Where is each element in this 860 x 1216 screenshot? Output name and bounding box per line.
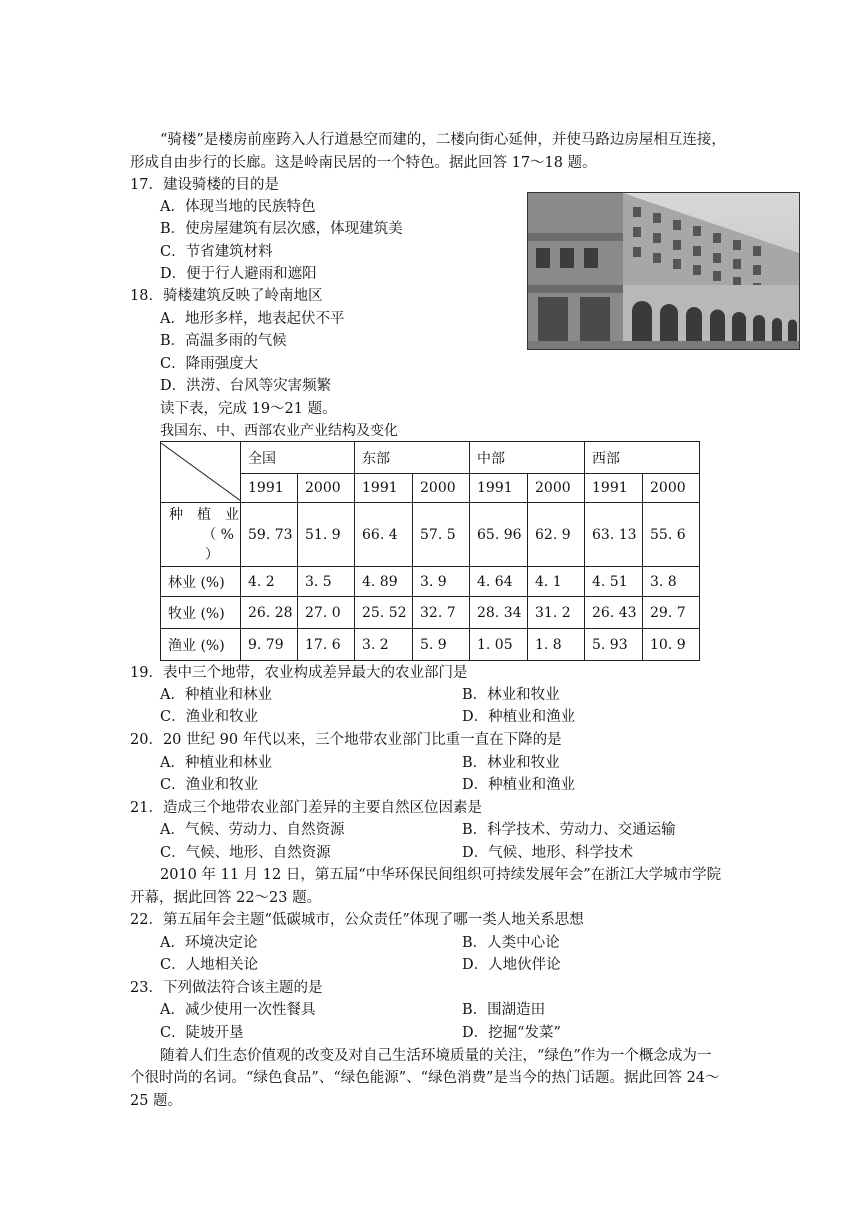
question-21-option-d: D．气候、地形、科学技术	[462, 845, 634, 861]
table-cell: 4. 1	[528, 567, 585, 597]
table-cell: 3. 8	[643, 567, 700, 597]
passage-intro-24-line1: 随着人们生态价值观的改变及对自己生活环境质量的关注，“绿色”作为一个概念成为一	[160, 1048, 712, 1064]
table-cell: 4. 64	[470, 567, 528, 597]
table-header-year: 1991	[585, 474, 643, 503]
passage-intro-19: 读下表，完成 19～21 题。	[160, 401, 337, 417]
table-cell: 10. 9	[643, 629, 700, 661]
table-cell: 5. 9	[413, 629, 470, 661]
question-23-option-c: C．陡坡开垦	[160, 1025, 244, 1041]
table-cell: 51. 9	[298, 503, 355, 567]
table-cell: 3. 5	[298, 567, 355, 597]
question-21-option-a: A．气候、劳动力、自然资源	[160, 822, 345, 838]
table-cell: 9. 79	[241, 629, 298, 661]
table-cell: 63. 13	[585, 503, 643, 567]
question-23-option-a: A．减少使用一次性餐具	[160, 1002, 316, 1018]
question-19-stem: 19．表中三个地带，农业构成差异最大的农业部门是	[130, 665, 468, 681]
question-18-option-b: B．高温多雨的气候	[160, 333, 287, 349]
table-header-year: 2000	[643, 474, 700, 503]
question-18-option-d: D．洪涝、台风等灾害频繁	[160, 378, 332, 394]
question-22-stem: 22．第五届年会主题“低碳城市，公众责任”体现了哪一类人地关系思想	[130, 912, 584, 928]
question-17-option-b: B．使房屋建筑有层次感，体现建筑美	[160, 221, 403, 237]
question-19-option-a: A．种植业和林业	[160, 687, 272, 703]
table-header-region: 西部	[585, 442, 700, 474]
table-cell: 32. 7	[413, 597, 470, 629]
agriculture-structure-table	[160, 441, 700, 661]
table-cell: 27. 0	[298, 597, 355, 629]
table-row	[161, 597, 700, 629]
table-cell: 26. 28	[241, 597, 298, 629]
question-20-option-c: C．渔业和牧业	[160, 777, 259, 793]
table-header-year: 2000	[298, 474, 355, 503]
passage-intro-22-line1: 2010 年 11 月 12 日，第五届“中华环保民间组织可持续发展年会”在浙江大学城市学院	[160, 867, 722, 883]
passage-intro-17-line2: 形成自由步行的长廊。这是岭南民居的一个特色。据此回答 17～18 题。	[130, 155, 597, 171]
table-cell: 17. 6	[298, 629, 355, 661]
question-17-stem: 17．建设骑楼的目的是	[130, 177, 279, 193]
question-21-stem: 21．造成三个地带农业部门差异的主要自然区位因素是	[130, 800, 482, 816]
table-row-label: 种 植 业 （ % ）	[161, 503, 241, 567]
table-header-year: 2000	[413, 474, 470, 503]
question-20-option-a: A．种植业和林业	[160, 755, 272, 771]
table-header-year: 2000	[528, 474, 585, 503]
question-17-option-a: A．体现当地的民族特色	[160, 199, 316, 215]
table-header-year: 1991	[241, 474, 298, 503]
table-row	[161, 567, 700, 597]
table-cell: 28. 34	[470, 597, 528, 629]
question-18-option-c: C．降雨强度大	[160, 356, 259, 372]
table-cell: 25. 52	[355, 597, 413, 629]
question-20-option-d: D．种植业和渔业	[462, 777, 576, 793]
table-row-label: 渔业 (%)	[161, 629, 241, 661]
table-cell: 3. 2	[355, 629, 413, 661]
table-header-year: 1991	[470, 474, 528, 503]
passage-intro-22-line2: 开幕，据此回答 22～23 题。	[130, 890, 322, 906]
passage-intro-24-line3: 25 题。	[130, 1093, 183, 1109]
table-cell: 4. 2	[241, 567, 298, 597]
diagonal-divider	[161, 443, 241, 501]
table-cell: 66. 4	[355, 503, 413, 567]
table-cell: 31. 2	[528, 597, 585, 629]
table-corner-cell	[161, 442, 241, 503]
table-cell: 65. 96	[470, 503, 528, 567]
table-cell: 5. 93	[585, 629, 643, 661]
question-19-option-d: D．种植业和渔业	[462, 709, 576, 725]
question-21-option-b: B．科学技术、劳动力、交通运输	[462, 822, 676, 838]
table-cell: 62. 9	[528, 503, 585, 567]
table-row	[161, 503, 700, 567]
question-19-option-b: B．林业和牧业	[462, 687, 560, 703]
table-caption: 我国东、中、西部农业产业结构及变化	[160, 423, 398, 439]
question-17-option-d: D．便于行人避雨和遮阳	[160, 266, 317, 282]
question-18-stem: 18．骑楼建筑反映了岭南地区	[130, 288, 323, 304]
question-20-option-b: B．林业和牧业	[462, 755, 560, 771]
table-cell: 3. 9	[413, 567, 470, 597]
question-22-option-b: B．人类中心论	[462, 935, 560, 951]
table-row-label: 林业 (%)	[161, 567, 241, 597]
question-22-option-a: A．环境决定论	[160, 935, 258, 951]
table-header-region: 中部	[470, 442, 585, 474]
passage-intro-24-line2: 个很时尚的名词。“绿色食品”、“绿色能源”、“绿色消费”是当今的热门话题。据此回答 24～	[130, 1070, 720, 1086]
table-cell: 29. 7	[643, 597, 700, 629]
table-cell: 1. 8	[528, 629, 585, 661]
table-cell: 57. 5	[413, 503, 470, 567]
table-row-label: 牧业 (%)	[161, 597, 241, 629]
question-19-option-c: C．渔业和牧业	[160, 709, 259, 725]
question-17-option-c: C．节省建筑材料	[160, 244, 273, 260]
question-22-option-d: D．人地伙伴论	[462, 957, 561, 973]
table-cell: 55. 6	[643, 503, 700, 567]
question-23-stem: 23．下列做法符合该主题的是	[130, 980, 323, 996]
table-cell: 4. 51	[585, 567, 643, 597]
table-row	[161, 629, 700, 661]
question-20-stem: 20．20 世纪 90 年代以来，三个地带农业部门比重一直在下降的是	[130, 732, 562, 748]
table-cell: 1. 05	[470, 629, 528, 661]
table-header-year: 1991	[355, 474, 413, 503]
question-22-option-c: C．人地相关论	[160, 957, 259, 973]
table-header-region: 东部	[355, 442, 470, 474]
table-cell: 26. 43	[585, 597, 643, 629]
question-21-option-c: C．气候、地形、自然资源	[160, 845, 331, 861]
qilou-building-photo	[527, 192, 800, 350]
question-23-option-d: D．挖掘“发菜”	[462, 1025, 561, 1041]
table-cell: 59. 73	[241, 503, 298, 567]
table-cell: 4. 89	[355, 567, 413, 597]
passage-intro-17-line1: “骑楼”是楼房前座跨入人行道悬空而建的，二楼向街心延伸，并使马路边房屋相互连接，	[160, 132, 726, 148]
table-header-region: 全国	[241, 442, 355, 474]
question-18-option-a: A．地形多样，地表起伏不平	[160, 311, 345, 327]
question-23-option-b: B．围湖造田	[462, 1002, 546, 1018]
